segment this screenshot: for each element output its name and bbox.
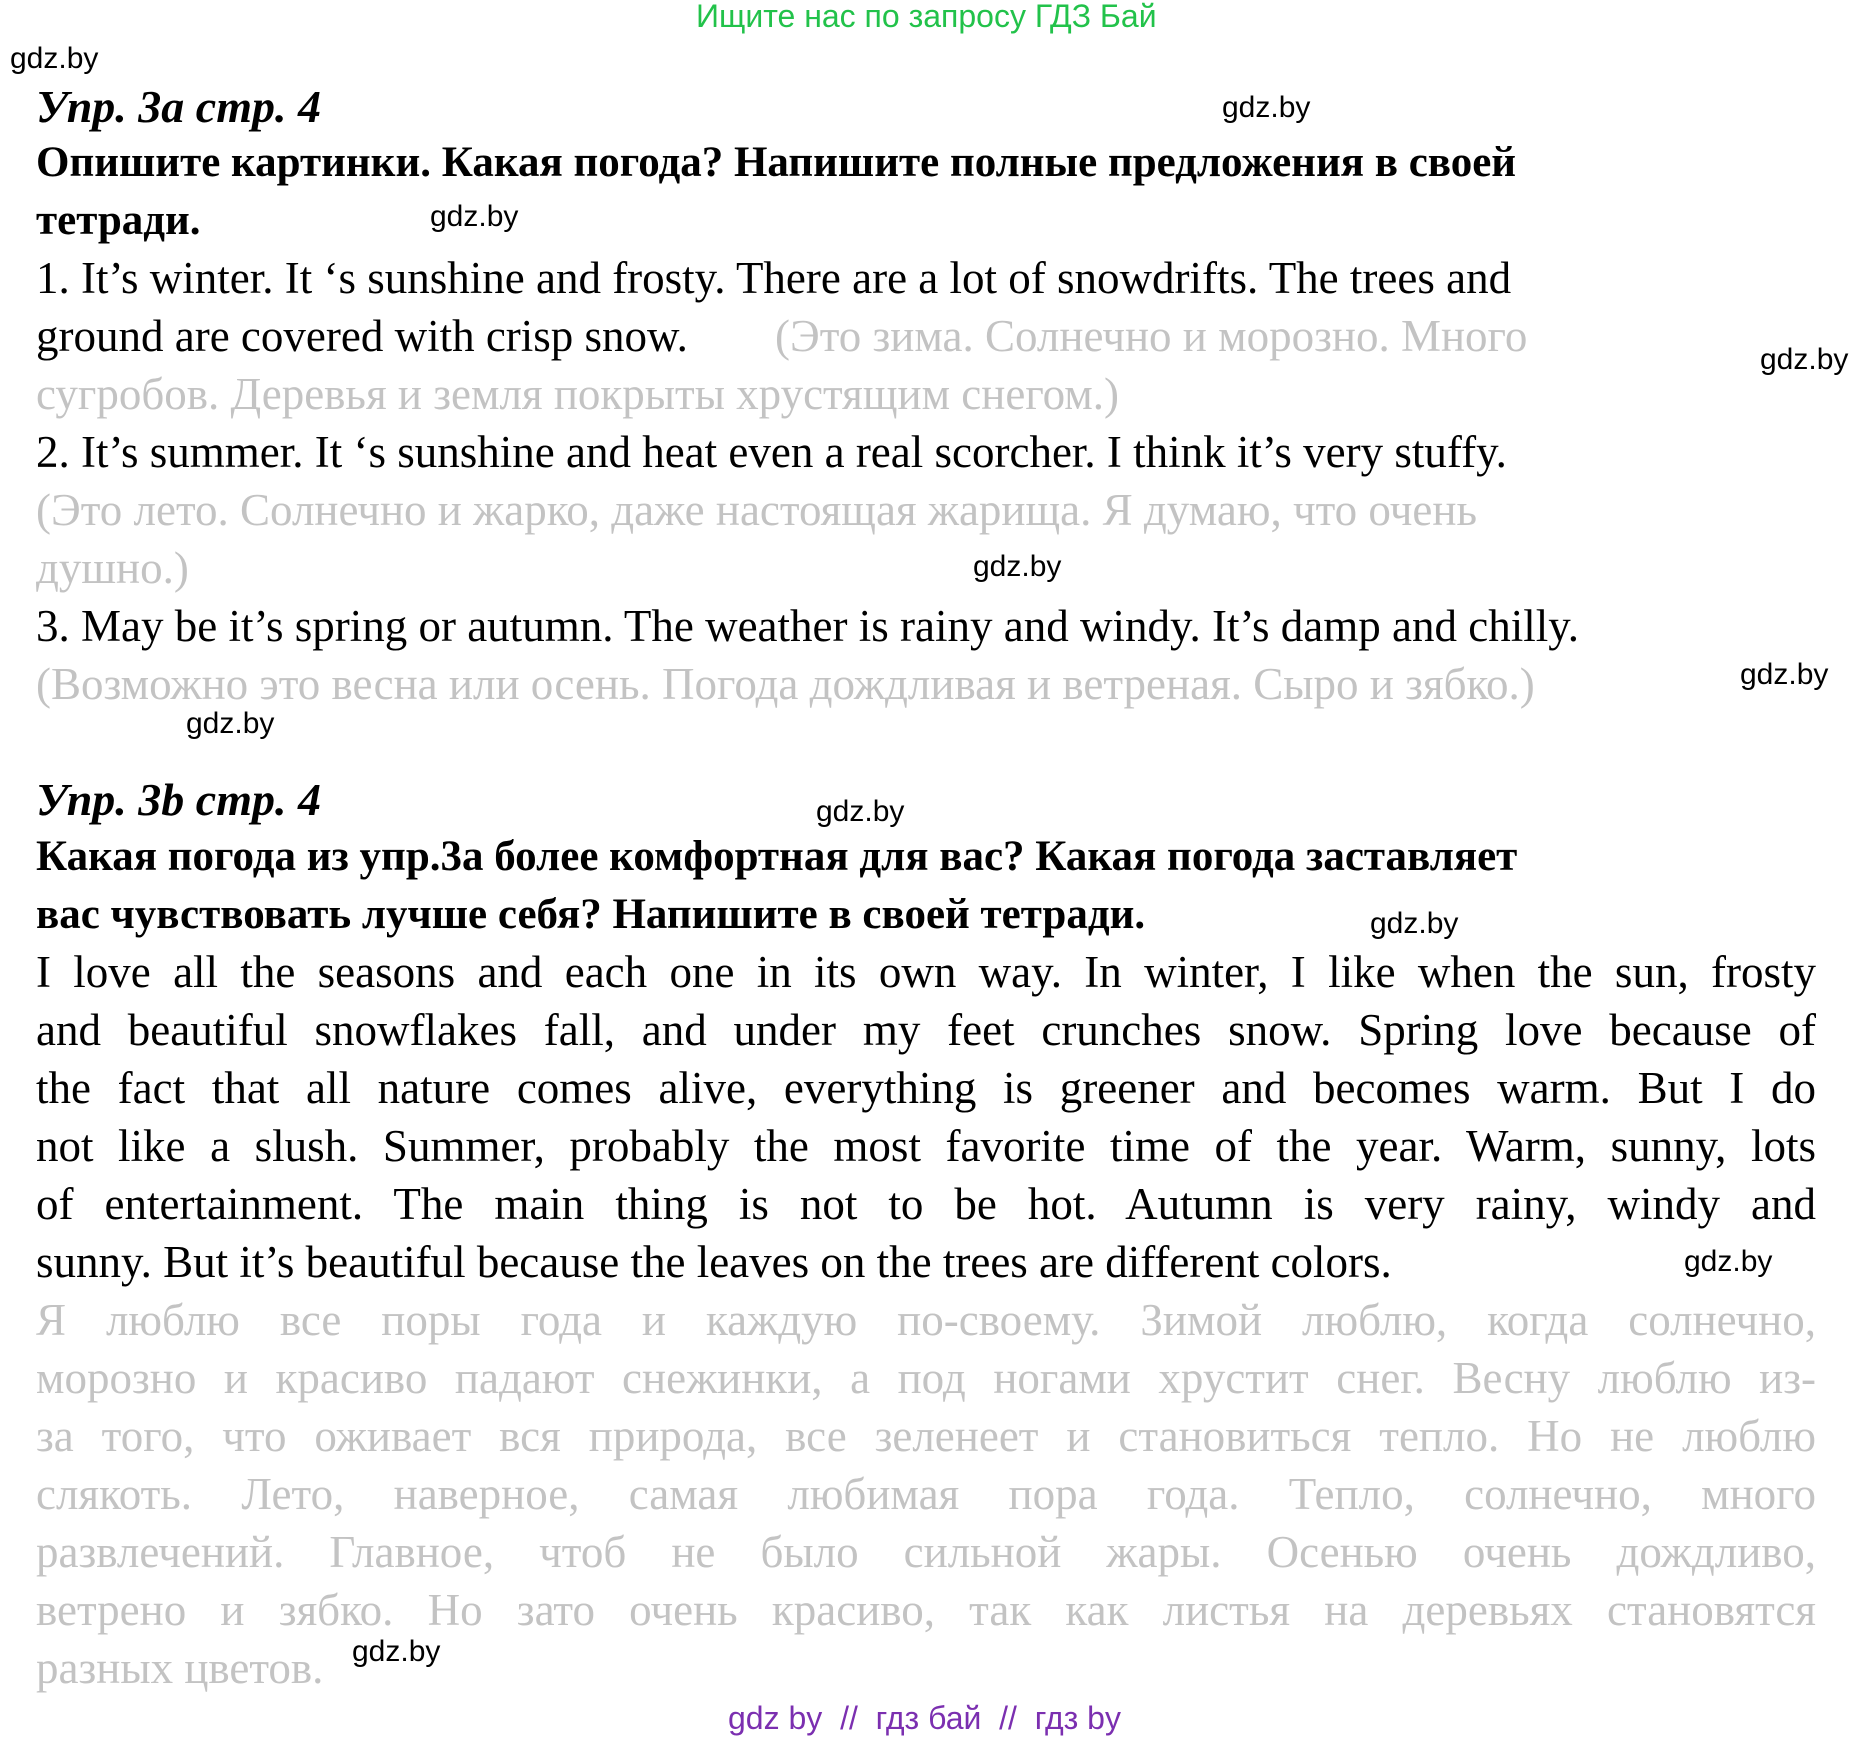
watermark: gdz.by xyxy=(1760,343,1849,376)
essay-english-line: and beautiful snowflakes fall, and under my feet crunches snow. Spring love because of xyxy=(36,1005,1816,1055)
essay-translation-line: морозно и красиво падают снежинки, а под ногами хрустит снег. Весну люблю из- xyxy=(36,1353,1816,1403)
exercise-3b-task-line: Какая погода из упр.3а более комфортная для вас? Какая погода заставляет xyxy=(36,833,1518,880)
answer-3-english: 3. May be it’s spring or autumn. The weather is rainy and windy. It’s damp and chilly. xyxy=(36,601,1580,651)
essay-english-line: sunny. But it’s beautiful because the leaves on the trees are different colors. xyxy=(36,1237,1392,1287)
essay-english-line: the fact that all nature comes alive, everything is greener and becomes warm. But I do xyxy=(36,1063,1816,1113)
answer-2-translation: душно.) xyxy=(36,543,189,593)
exercise-3a-task-line: Опишите картинки. Какая погода? Напишите полные предложения в своей xyxy=(36,139,1517,186)
answer-1-english: ground are covered with crisp snow. xyxy=(36,311,688,361)
essay-english-line: of entertainment. The main thing is not to be hot. Autumn is very rainy, windy and xyxy=(36,1179,1816,1229)
watermark: gdz.by xyxy=(973,550,1062,583)
top-banner: Ищите нас по запросу ГДЗ Бай xyxy=(696,0,1157,34)
watermark: gdz.by xyxy=(352,1635,441,1668)
watermark: gdz.by xyxy=(430,200,519,233)
answer-3-translation: (Возможно это весна или осень. Погода дождливая и ветреная. Сыро и зябко.) xyxy=(36,659,1535,709)
answer-2-translation: (Это лето. Солнечно и жарко, даже настоящая жарища. Я думаю, что очень xyxy=(36,485,1477,535)
watermark: gdz.by xyxy=(1370,907,1459,940)
watermark: gdz.by xyxy=(1740,658,1829,691)
essay-translation-line: Я люблю все поры года и каждую по-своему. Зимой люблю, когда солнечно, xyxy=(36,1295,1816,1345)
exercise-3b-title: Упр. 3b стр. 4 xyxy=(36,774,322,825)
essay-translation-line: ветрено и зябко. Но зато очень красиво, так как листья на деревьях становятся xyxy=(36,1585,1816,1635)
bottom-banner: gdz by // гдз бай // гдз by xyxy=(728,1700,1121,1736)
essay-translation-line: развлечений. Главное, чтоб не было сильной жары. Осенью очень дождливо, xyxy=(36,1527,1816,1577)
watermark: gdz.by xyxy=(1222,91,1311,124)
essay-translation-line: разных цветов. xyxy=(36,1643,324,1693)
answer-2-english: 2. It’s summer. It ‘s sunshine and heat even a real scorcher. I think it’s very stuffy. xyxy=(36,427,1507,477)
answer-1-english: 1. It’s winter. It ‘s sunshine and frosty. There are a lot of snowdrifts. The trees and xyxy=(36,253,1512,303)
essay-english-line: not like a slush. Summer, probably the most favorite time of the year. Warm, sunny, lots xyxy=(36,1121,1816,1171)
essay-english-line: I love all the seasons and each one in its own way. In winter, I like when the sun, frosty xyxy=(36,947,1816,997)
exercise-3b-task-line: вас чувствовать лучше себя? Напишите в своей тетради. xyxy=(36,891,1146,938)
essay-translation-line: слякоть. Лето, наверное, самая любимая пора года. Тепло, солнечно, много xyxy=(36,1469,1816,1519)
answer-1-translation: сугробов. Деревья и земля покрыты хрустящим снегом.) xyxy=(36,369,1120,419)
watermark: gdz.by xyxy=(816,795,905,828)
watermark: gdz.by xyxy=(10,42,99,75)
watermark: gdz.by xyxy=(1684,1245,1773,1278)
exercise-3a-task-line: тетради. xyxy=(36,197,201,244)
watermark: gdz.by xyxy=(186,707,275,740)
essay-translation-line: за того, что оживает вся природа, все зеленеет и становиться тепло. Но не люблю xyxy=(36,1411,1816,1461)
exercise-3a-title: Упр. 3a стр. 4 xyxy=(36,81,322,132)
answer-1-translation: (Это зима. Солнечно и морозно. Много xyxy=(775,311,1528,361)
